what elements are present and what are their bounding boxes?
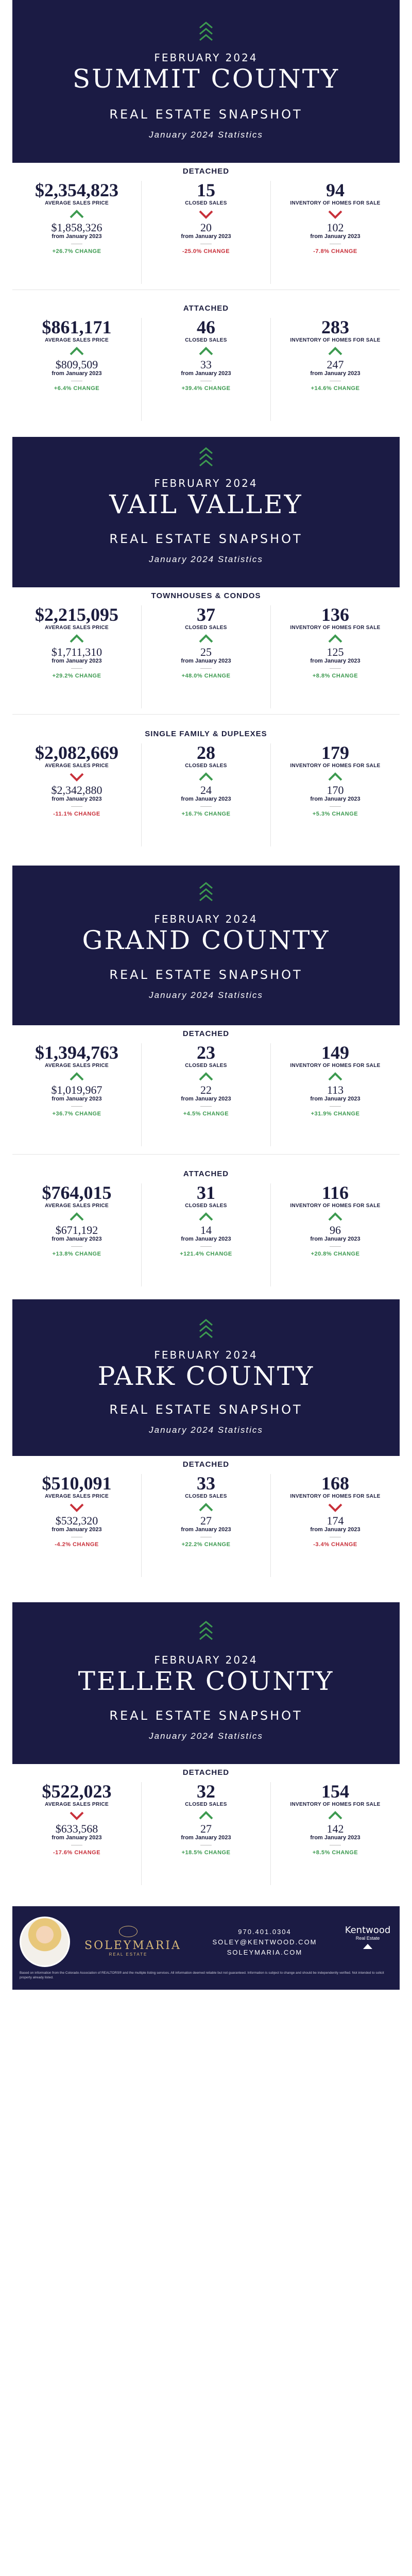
up-chevron-icon (327, 772, 344, 782)
up-chevron-icon (327, 1212, 344, 1222)
category-title: DETACHED (182, 1029, 230, 1038)
stats-section (12, 725, 400, 852)
banner-subtitle: REAL ESTATE SNAPSHOT (109, 1708, 303, 1723)
stat-inventory: 136 INVENTORY OF HOMES FOR SALE 125 from January 2023 +8.8% CHANGE (290, 604, 381, 680)
stat-inventory: 283 INVENTORY OF HOMES FOR SALE 247 from January 2023 +14.6% CHANGE (290, 317, 381, 392)
category-title: ATTACHED (183, 304, 229, 313)
up-chevron-icon (327, 346, 344, 357)
banner-stats-period: January 2024 Statistics (149, 990, 263, 1000)
up-chevron-icon (198, 1810, 214, 1821)
up-chevron-icon (198, 634, 214, 644)
divider (200, 668, 212, 669)
stats-section (12, 1456, 400, 1574)
brand-logo: SOLEYMARIA REAL ESTATE (84, 1926, 172, 1957)
triple-chevron-icon (198, 1318, 214, 1341)
down-chevron-icon (68, 772, 85, 782)
stats-section (12, 587, 400, 715)
stat-inventory: 94 INVENTORY OF HOMES FOR SALE 102 from January 2023 -7.8% CHANGE (290, 180, 381, 255)
divider (71, 668, 82, 669)
stat-closed-sales: 23 CLOSED SALES 22 from January 2023 +4.5% CHANGE (142, 1043, 271, 1146)
up-chevron-icon (68, 1212, 85, 1222)
down-chevron-icon (327, 1502, 344, 1513)
banner-stats-period: January 2024 Statistics (149, 130, 263, 140)
agent-footer (12, 1906, 400, 1990)
banner-subtitle: REAL ESTATE SNAPSHOT (109, 1402, 303, 1417)
brand-emblem-icon (119, 1926, 138, 1937)
stat-closed-sales: 15 CLOSED SALES 20 from January 2023 -25.0% CHANGE (142, 181, 271, 284)
up-chevron-icon (68, 634, 85, 644)
stat-inventory: 154 INVENTORY OF HOMES FOR SALE 142 from January 2023 +8.5% CHANGE (290, 1781, 381, 1856)
banner-park (12, 1299, 400, 1456)
stats-section (12, 1165, 400, 1292)
up-chevron-icon (198, 1212, 214, 1222)
divider (330, 1246, 341, 1247)
banner-summit (12, 0, 400, 163)
banner-vail (12, 437, 400, 587)
up-chevron-icon (198, 346, 214, 357)
stat-avg-price: $1,394,763 AVERAGE SALES PRICE $1,019,967 from January 2023 +36.7% CHANGE (12, 1043, 142, 1146)
banner-teller (12, 1602, 400, 1764)
banner-month: FEBRUARY 2024 (154, 477, 258, 489)
stat-avg-price: $861,171 AVERAGE SALES PRICE $809,509 from January 2023 +6.4% CHANGE (12, 318, 142, 421)
equal-housing-icon (363, 1944, 372, 1949)
divider (330, 1106, 341, 1107)
banner-grand (12, 866, 400, 1025)
stat-closed-sales: 31 CLOSED SALES 14 from January 2023 +121.4% CHANGE (142, 1183, 271, 1286)
banner-county: VAIL VALLEY (109, 489, 303, 519)
stat-avg-price: $2,354,823 AVERAGE SALES PRICE $1,858,326 from January 2023 +26.7% CHANGE (12, 181, 142, 284)
category-title: DETACHED (182, 1460, 230, 1469)
banner-county: PARK COUNTY (97, 1361, 315, 1391)
up-chevron-icon (68, 346, 85, 357)
banner-month: FEBRUARY 2024 (154, 1654, 258, 1666)
divider (71, 1246, 82, 1247)
banner-county: SUMMIT COUNTY (72, 64, 340, 94)
down-chevron-icon (198, 209, 214, 219)
banner-county: GRAND COUNTY (82, 925, 330, 955)
banner-subtitle: REAL ESTATE SNAPSHOT (109, 968, 303, 982)
triple-chevron-icon (198, 881, 214, 904)
down-chevron-icon (68, 1810, 85, 1821)
stat-avg-price: $510,091 AVERAGE SALES PRICE $532,320 from January 2023 -4.2% CHANGE (12, 1474, 142, 1577)
stats-section (12, 1764, 400, 1898)
stat-avg-price: $2,082,669 AVERAGE SALES PRICE $2,342,880 from January 2023 -11.1% CHANGE (12, 743, 142, 846)
divider (200, 1106, 212, 1107)
agent-photo (20, 1917, 70, 1967)
triple-chevron-icon (198, 1620, 214, 1642)
up-chevron-icon (68, 209, 85, 219)
email-link[interactable]: SOLEY@KENTWOOD.COM (212, 1938, 317, 1946)
stat-closed-sales: 33 CLOSED SALES 27 from January 2023 +22.2% CHANGE (142, 1474, 271, 1577)
stat-closed-sales: 46 CLOSED SALES 33 from January 2023 +39.4% CHANGE (142, 318, 271, 421)
up-chevron-icon (198, 1072, 214, 1082)
banner-month: FEBRUARY 2024 (154, 913, 258, 925)
down-chevron-icon (327, 209, 344, 219)
stats-section (12, 163, 400, 290)
up-chevron-icon (327, 1072, 344, 1082)
category-title: ATTACHED (183, 1170, 229, 1178)
up-chevron-icon (68, 1072, 85, 1082)
category-title: DETACHED (182, 1768, 230, 1777)
stat-avg-price: $522,023 AVERAGE SALES PRICE $633,568 from January 2023 -17.6% CHANGE (12, 1782, 142, 1885)
banner-county: TELLER COUNTY (78, 1666, 334, 1696)
divider (200, 1246, 212, 1247)
stats-section (12, 1025, 400, 1155)
stat-avg-price: $2,215,095 AVERAGE SALES PRICE $1,711,310 from January 2023 +29.2% CHANGE (12, 605, 142, 708)
phone-link[interactable]: 970.401.0304 (238, 1928, 291, 1936)
down-chevron-icon (68, 1502, 85, 1513)
banner-subtitle: REAL ESTATE SNAPSHOT (109, 532, 303, 546)
website-link[interactable]: SOLEYMARIA.COM (227, 1948, 303, 1957)
disclaimer: Based on information from the Colorado Association of REALTORS® and the multiple listing services. All information deemed reliable but not guaranteed. Information is subject to change and should be independently verified. Not intended to solicit property already listed. (20, 1971, 384, 1979)
up-chevron-icon (198, 1502, 214, 1513)
triple-chevron-icon (198, 446, 214, 469)
stats-section (12, 300, 400, 427)
stat-inventory: 149 INVENTORY OF HOMES FOR SALE 113 from January 2023 +31.9% CHANGE (290, 1042, 381, 1117)
up-chevron-icon (327, 634, 344, 644)
up-chevron-icon (327, 1810, 344, 1821)
stat-closed-sales: 37 CLOSED SALES 25 from January 2023 +48.0% CHANGE (142, 605, 271, 708)
divider (71, 1106, 82, 1107)
divider (200, 806, 212, 807)
stat-inventory: 168 INVENTORY OF HOMES FOR SALE 174 from January 2023 -3.4% CHANGE (290, 1473, 381, 1548)
category-title: DETACHED (182, 167, 230, 176)
banner-month: FEBRUARY 2024 (154, 1349, 258, 1361)
divider (71, 806, 82, 807)
divider (330, 806, 341, 807)
category-title: SINGLE FAMILY & DUPLEXES (145, 730, 267, 738)
banner-subtitle: REAL ESTATE SNAPSHOT (109, 107, 303, 122)
divider (330, 668, 341, 669)
banner-stats-period: January 2024 Statistics (149, 554, 263, 564)
up-chevron-icon (198, 772, 214, 782)
banner-stats-period: January 2024 Statistics (149, 1425, 263, 1435)
stat-inventory: 116 INVENTORY OF HOMES FOR SALE 96 from January 2023 +20.8% CHANGE (290, 1182, 381, 1258)
stat-inventory: 179 INVENTORY OF HOMES FOR SALE 170 from January 2023 +5.3% CHANGE (290, 742, 381, 818)
banner-stats-period: January 2024 Statistics (149, 1731, 263, 1741)
banner-month: FEBRUARY 2024 (154, 52, 258, 64)
triple-chevron-icon (198, 21, 214, 43)
broker-logo: Kentwood Real Estate (342, 1925, 393, 1949)
stat-avg-price: $764,015 AVERAGE SALES PRICE $671,192 from January 2023 +13.8% CHANGE (12, 1183, 142, 1286)
contact-info (208, 1927, 321, 1958)
category-title: TOWNHOUSES & CONDOS (151, 591, 261, 600)
stat-closed-sales: 32 CLOSED SALES 27 from January 2023 +18.5% CHANGE (142, 1782, 271, 1885)
stat-closed-sales: 28 CLOSED SALES 24 from January 2023 +16.7% CHANGE (142, 743, 271, 846)
